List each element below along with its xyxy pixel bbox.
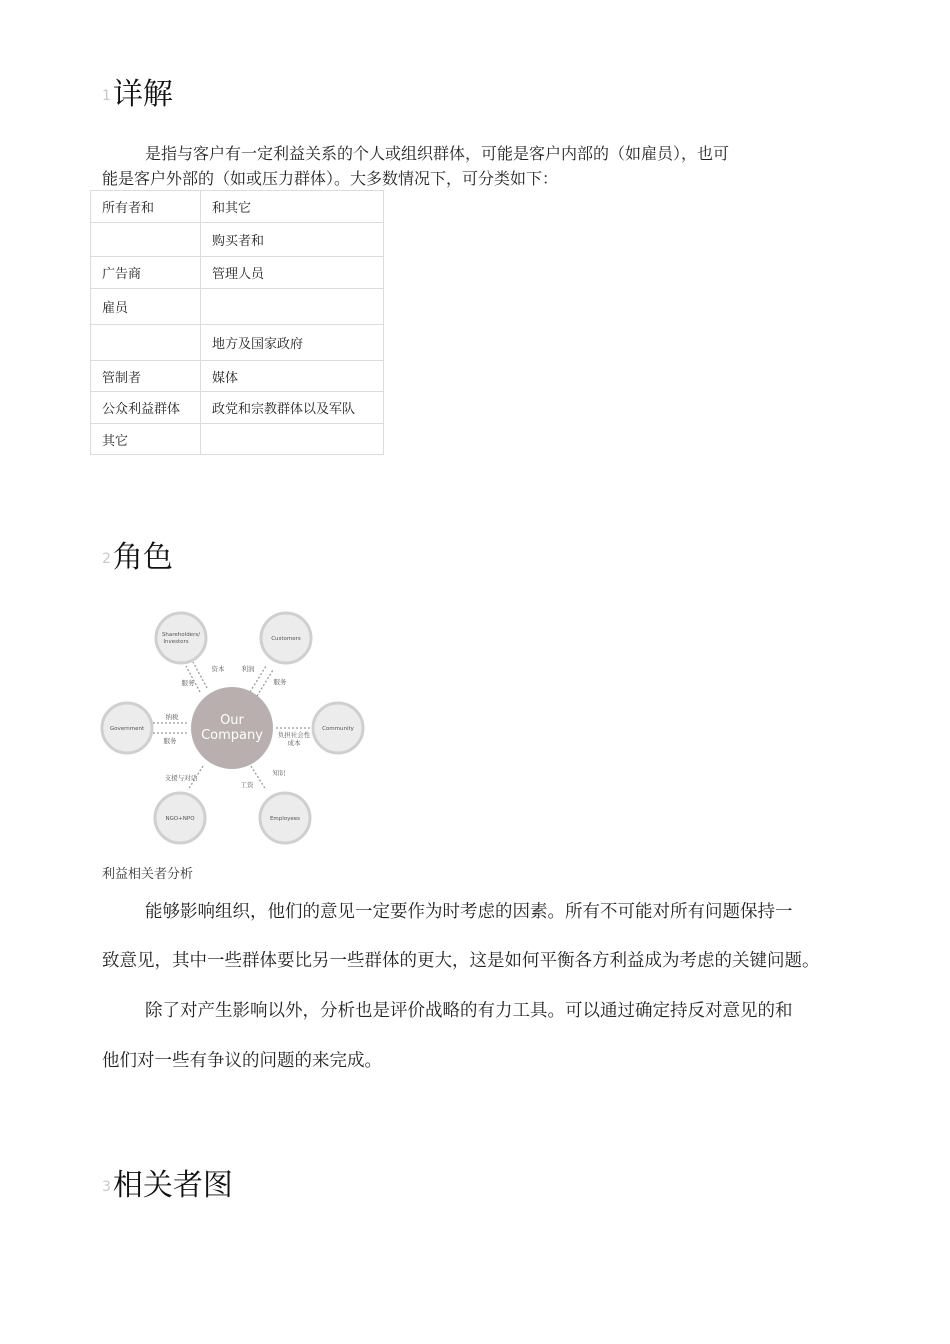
link-label-service: 服务 bbox=[163, 737, 177, 745]
table-row bbox=[91, 392, 384, 424]
link-label-social-cost-2: 成本 bbox=[287, 739, 301, 747]
table-cell: 地方及国家政府 bbox=[201, 325, 384, 361]
table-cell: 雇员 bbox=[91, 289, 201, 325]
body-p1-line-1: 能够影响组织，他们的意见一定要作为时考虑的因素。所有不可能对所有问题保持一 bbox=[145, 902, 793, 922]
table-cell bbox=[201, 289, 384, 325]
table-cell: 政党和宗教群体以及军队 bbox=[201, 392, 384, 424]
link-label-social-cost-1: 负担社会性 bbox=[277, 731, 311, 739]
table-row bbox=[91, 325, 384, 361]
stakeholder-diagram bbox=[98, 606, 370, 850]
employees-label: Employees bbox=[269, 816, 301, 822]
table-row bbox=[91, 361, 384, 392]
link-label-support: 支援与对话 bbox=[164, 774, 198, 782]
table-row bbox=[91, 257, 384, 289]
link-label-service: 服务 bbox=[181, 679, 195, 687]
table-cell: 管制者 bbox=[91, 361, 201, 392]
stakeholder-table bbox=[90, 190, 384, 455]
shareholders-label-2: Investors bbox=[163, 639, 189, 645]
table-cell: 管理人员 bbox=[201, 257, 384, 289]
intro-line-1: 是指与客户有一定利益关系的个人或组织群体，可能是客户内部的（如雇员），也可 bbox=[145, 144, 730, 163]
customers-label: Customers bbox=[271, 636, 301, 642]
section-title: 角色 bbox=[112, 540, 173, 575]
section-heading-3 bbox=[102, 1168, 233, 1203]
section-number: 1 bbox=[102, 88, 111, 104]
section-title: 详解 bbox=[112, 77, 173, 112]
table-cell: 和其它 bbox=[201, 191, 384, 223]
link-label-profit: 利润 bbox=[241, 665, 255, 673]
table-cell: 其它 bbox=[91, 424, 201, 455]
section-number: 3 bbox=[102, 1179, 111, 1195]
table-row bbox=[91, 191, 384, 223]
table-row bbox=[91, 424, 384, 455]
table-cell bbox=[91, 223, 201, 257]
ngo-label: NGO+NPO bbox=[165, 816, 195, 822]
section-title: 相关者图 bbox=[112, 1168, 233, 1203]
table-cell: 公众利益群体 bbox=[91, 392, 201, 424]
body-p2-line-1: 除了对产生影响以外，分析也是评价战略的有力工具。可以通过确定持反对意见的和 bbox=[145, 1001, 793, 1021]
community-label: Community bbox=[322, 726, 354, 732]
table-cell: 所有者和 bbox=[91, 191, 201, 223]
section-heading-2 bbox=[102, 540, 173, 575]
table-cell: 媒体 bbox=[201, 361, 384, 392]
link-label-knowledge: 知识 bbox=[272, 769, 286, 777]
figure-caption: 利益相关者分析 bbox=[102, 867, 194, 882]
link-label-tax: 纳税 bbox=[165, 713, 179, 721]
company-label-1: Our bbox=[220, 713, 244, 728]
body-p2-line-2: 他们对一些有争议的问题的来完成。 bbox=[102, 1051, 382, 1071]
government-label: Government bbox=[109, 726, 145, 732]
table-row bbox=[91, 289, 384, 325]
table-cell bbox=[91, 325, 201, 361]
table-row bbox=[91, 223, 384, 257]
body-p1-line-2: 致意见，其中一些群体要比另一些群体的更大，这是如何平衡各方利益成为考虑的关键问题。 bbox=[102, 951, 820, 971]
intro-paragraph bbox=[102, 141, 862, 191]
table-cell: 广告商 bbox=[91, 257, 201, 289]
table-cell bbox=[201, 424, 384, 455]
intro-line-2: 能是客户外部的（如或压力群体）。大多数情况下，可分类如下： bbox=[102, 169, 559, 188]
section-heading-1 bbox=[102, 77, 173, 112]
link-label-service: 服务 bbox=[273, 678, 287, 686]
shareholders-label-1: Shareholders/ bbox=[161, 632, 201, 638]
link-label-capital: 资本 bbox=[211, 665, 225, 673]
link-label-wage: 工资 bbox=[240, 781, 254, 789]
section-number: 2 bbox=[102, 551, 111, 567]
company-label-2: Company bbox=[201, 728, 263, 743]
shareholders-node bbox=[156, 613, 206, 663]
table-cell: 购买者和 bbox=[201, 223, 384, 257]
